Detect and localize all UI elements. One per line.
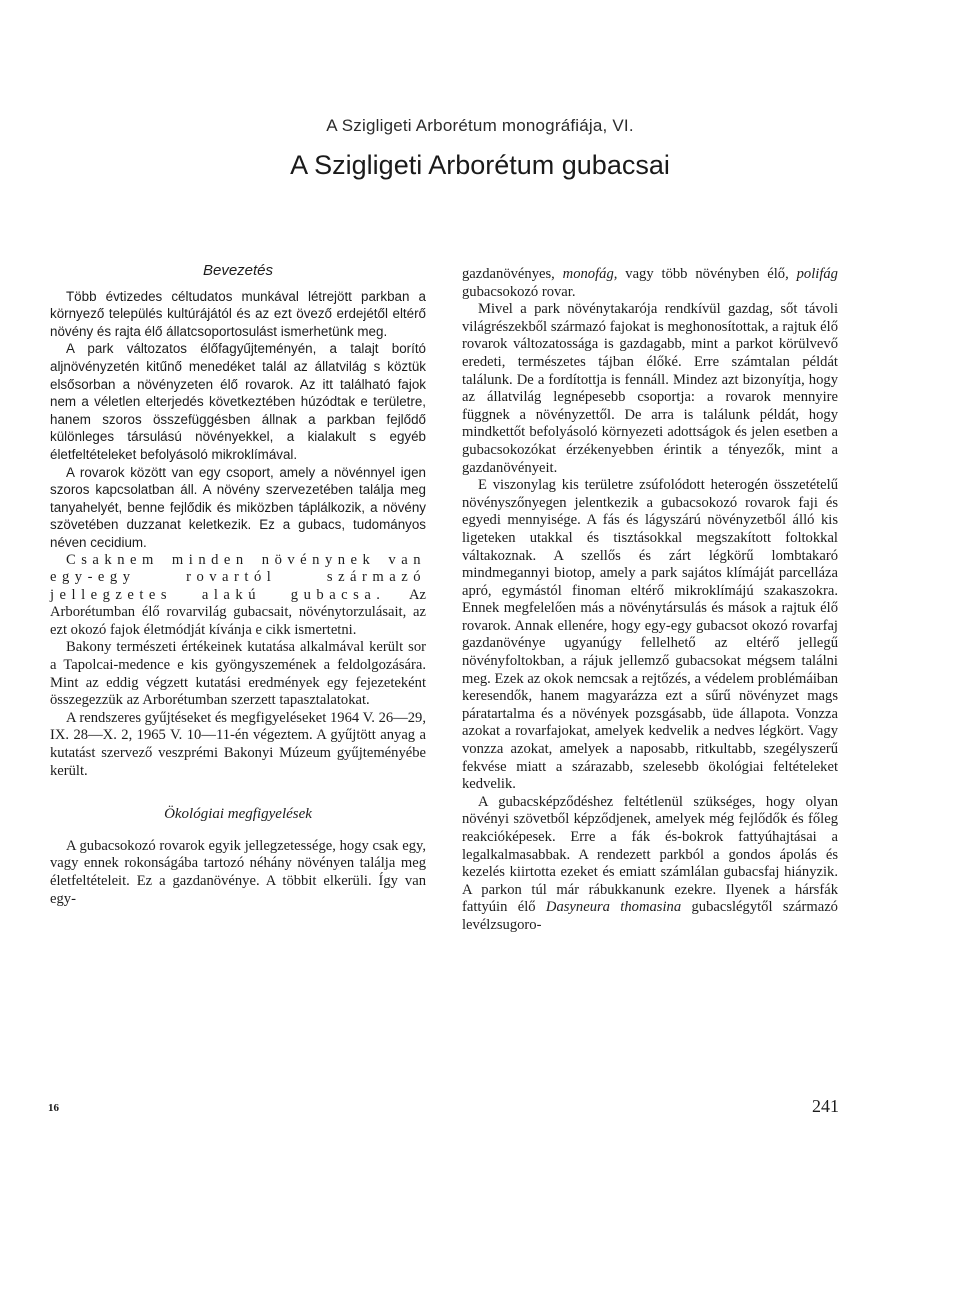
text-run: A rovarok között van egy csoport, amely a növénnyel igen szoros kapcsolatban áll. A növény szervezetében találja meg tanyahelyét, benne fejlődik és miközben táplálkozik, a növény szövetében duzzanat keletkezik. Ez a gubacs, tudományos néven cecidium. — [50, 464, 426, 550]
text-run: gubacslégytől származó levélzsugoro- — [462, 899, 838, 933]
paragraph: Mivel a park növénytakarója rendkívül gazdag, sőt távoli világrészekből származó fajokat is meghonosítottak, a rajtuk élő rovarok változatossága is gazdagabb, mint a parkot körülvevő eredeti, természetes tájban élőké. Erre számtalan példát találunk. De a fordítottja is fennáll. Mindez azt bizonyítja, hogy az állatvilág legnépesebb csoportja: a rovarok mennyire függnek a növényzettől. De arra is találunk példát, hogy mindkettőt befolyásoló környezeti adottságok és jelen esetben a gubacsokozókat érzékenyebben érintik a tényezők, mint a gazdanövényeit. — [462, 301, 838, 476]
paragraph: A rendszeres gyűjtéseket és megfigyeléseket 1964 V. 26—29, IX. 28—X. 2, 1965 V. 10—11-én végeztem. A gyűjtött anyag a kutatást szervező veszprémi Bakonyi Múzeum gyűjteményébe került. — [50, 709, 426, 779]
text-run: vagy több növényben élő, — [617, 266, 797, 282]
left-column — [50, 262, 426, 908]
paragraph: A park változatos élőfagyűjteményén, a talajt borító aljnövényzetén kitűnő menedéket talál az állatvilág s köztük elsősorban a növényzeten élő rovarok. Az itt található fajok nem a véletlen elterjedés következtében húzódtak e területre, hanem szoros összefüggésben állnak a parkban fejlődő különleges társulású növényekkel, a kialakult s egyéb életfeltételeket befolyásoló mikroklímával. — [50, 341, 426, 462]
italic-term: polifág — [796, 266, 838, 282]
paragraph — [50, 552, 426, 640]
signature-mark: 16 — [48, 1102, 59, 1114]
paragraph — [50, 464, 426, 552]
text-run: Az Arborétumban élő rovarvilág gubacsait, növénytorzulásait, az ezt okozó fajok életmódját kívánja e cikk ismertetni. — [50, 586, 427, 638]
page-number: 241 — [812, 1096, 839, 1116]
paragraph: E viszonylag kis területre zsúfolódott heterogén összetételű növényszőnyegen jelentkezik a gubacsokozó rovarok faji és egyedi mennyisége. A fás és lágyszárú növényzetből álló kis ligeteken utakkal és tisztásokkal megszakított foltokkal váltakoznak. A szellős és zárt légkörű lombtakaró mindmegannyi biotop, amely a park sajátos klímáját parcelláza apró, egymástól finoman eltérő mikroklímájú szakaszokra. Ennek megfelelően más a növénytársulás és mások a rajtuk élő rovarok. Annak ellenére, hogy egy-egy gubacsot okozó rovarfaj gazdanövénye ugyanúgy fellelhető az eltérő jellegű növényfoltokban, a rájuk jellemző gubacsokat mégsem találni meg. Ezek az okok nemcsak a rejtőzés, a védelem problémáiban keresendők, hanem magyarázza ezt a sűrű növényzet mags páratartalma és a növények pozsgásabb, üde állapota. Vonzza azokat a rovarfajokat, amelyek kedvelik a nedves légkört. Vagy vonzza azokat, amelyek a naposabb, ritkultabb, szegélyszerű fekvése miatt a szárazabb, szelesebb ökológiai feltételeket kedvelik. — [462, 477, 838, 793]
emphasized-spaced-text: Csaknem minden növénynek van egy-egy rovartól származó jellegzetes alakú gubacsa. — [50, 551, 426, 603]
paragraph: Több évtizedes céltudatos munkával létrejött parkban a környező település kultúrájától és az ezt övező erdejétől eltérő növény és rajta élő állatcsoportosulást ismerhetünk meg. — [50, 288, 426, 339]
text-run: gubacsokozó rovar. — [462, 283, 576, 300]
right-column — [462, 266, 838, 935]
paragraph — [462, 266, 838, 301]
series-title: A Szigligeti Arborétum monográfiája, VI. — [326, 116, 634, 135]
paragraph: Bakony természeti értékeinek kutatása alkalmával került sor a Tapolcai-medence e kis gyöngyszemének a feldolgozására. Mint az eddig végzett kutatási eredmények egy fejezeteként összegezzük az Arborétumban szerzett tapasztalatokat. — [50, 639, 426, 709]
paragraph: A gubacsokozó rovarok egyik jellegzetessége, hogy csak egy, vagy ennek rokonságába tartozó néhány növényen találja meg életfeltételeit. Ez a gazdanövénye. A többit elkerüli. Így van egy- — [50, 837, 426, 907]
italic-term: monofág, — [562, 266, 618, 282]
paragraph — [462, 794, 838, 935]
intro-sans-block — [50, 288, 426, 552]
section-heading-intro: Bevezetés — [202, 262, 274, 279]
section-heading-ecology: Ökológiai megfigyelések — [164, 806, 312, 823]
italic-species-name: Dasyneura thomasina — [545, 899, 682, 916]
text-run: gazdanövényes, — [462, 266, 563, 282]
article-title: A Szigligeti Arborétum gubacsai — [290, 150, 670, 180]
text-run: A gubacsképződéshez feltétlenül szükséges, hogy olyan növényi szövetből képződjenek, amelyek még fejlődők és főleg reakcióképesek. Erre a fák és-bokrok fattyúhajtásai a legalkalmasabbak. A rendezett parkból a gondos ápolás és kezelés kiirtotta ezeket és emiatt számlálan gubacsfaj hiányzik. A parkon túl már rábukkanunk ezekre. Ilyenek a hársfák fattyúin élő — [462, 793, 838, 916]
